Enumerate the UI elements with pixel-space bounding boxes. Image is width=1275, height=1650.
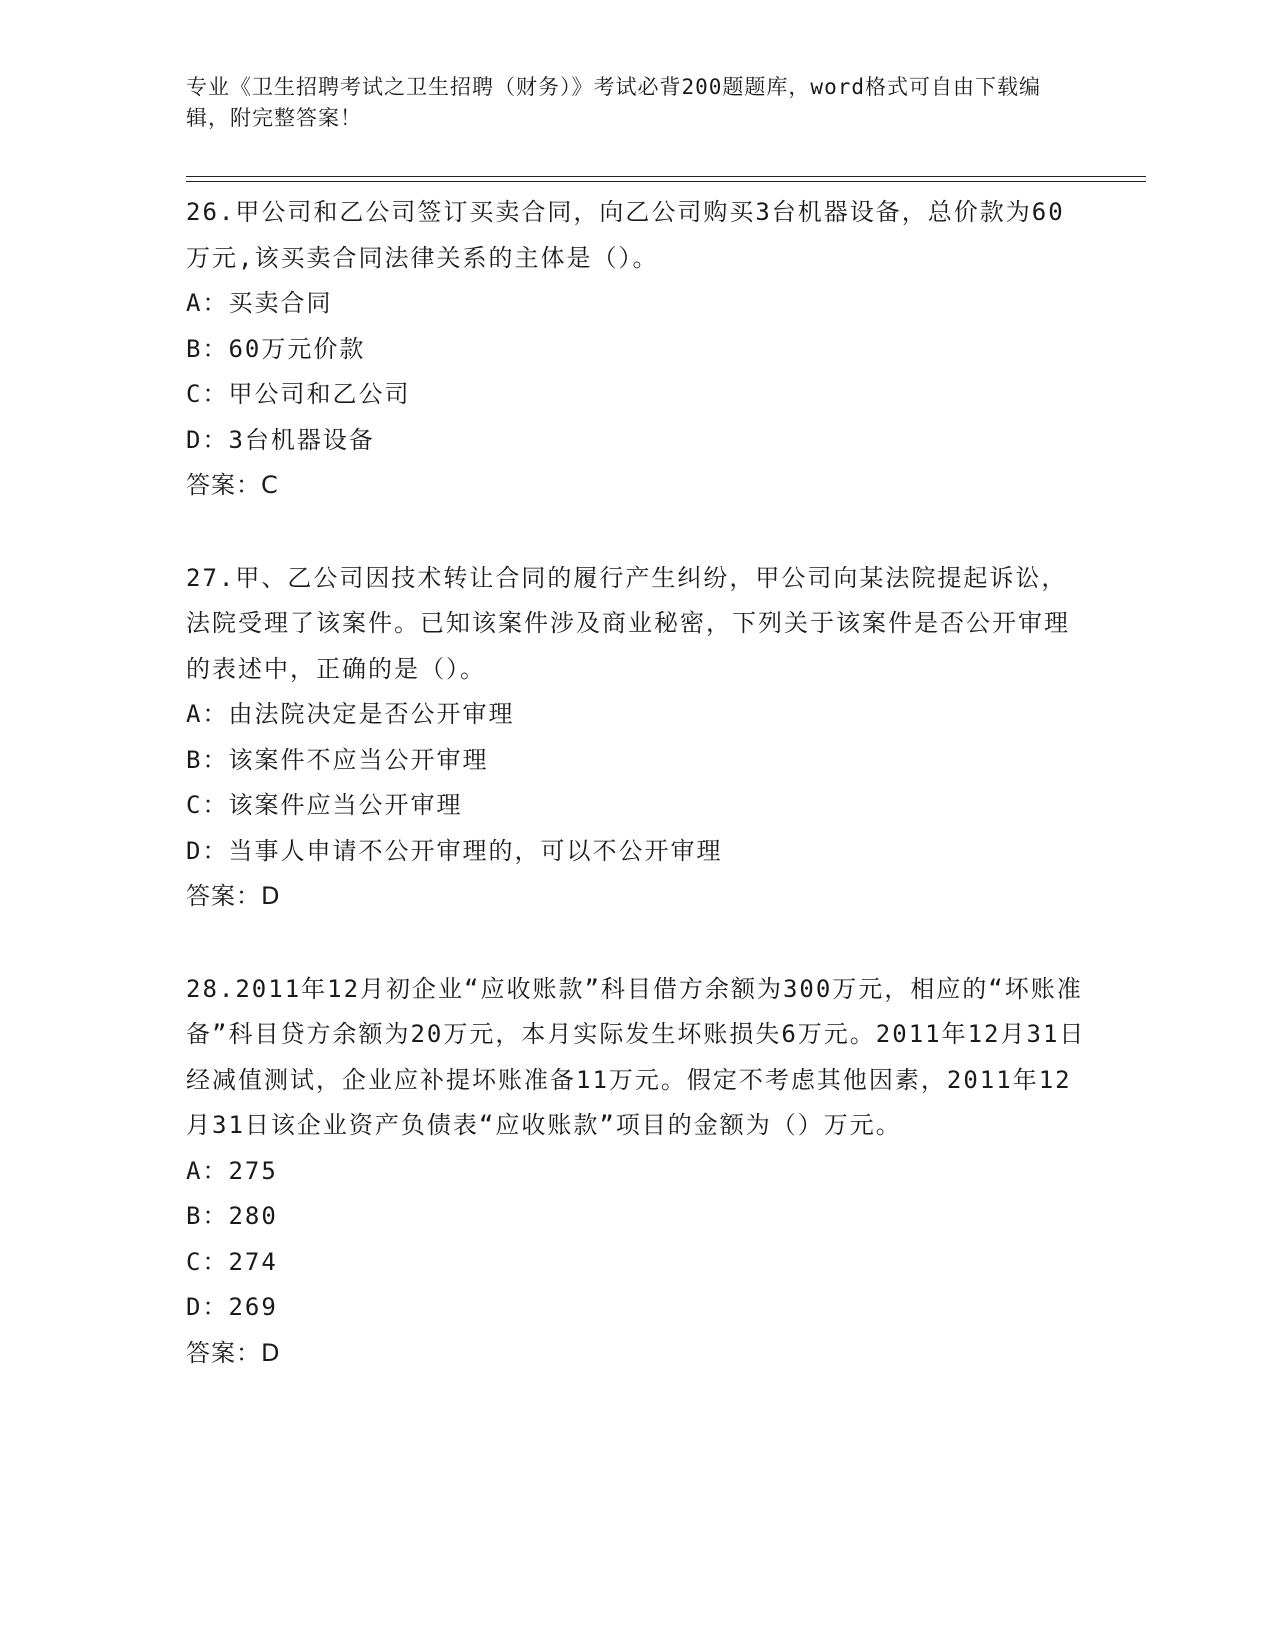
option-a: A：由法院决定是否公开审理 (186, 700, 515, 728)
option-a: A：275 (186, 1156, 278, 1185)
question-list (186, 190, 1086, 1423)
answer-line: 答案：D (186, 1338, 281, 1367)
answer-line: 答案：C (186, 471, 279, 499)
option-b: B：280 (186, 1202, 278, 1230)
option-c: C：该案件应当公开审理 (186, 791, 463, 819)
option-a: A：买卖合同 (186, 289, 333, 317)
option-c: C：274 (186, 1247, 278, 1276)
option-d: D：3台机器设备 (186, 425, 375, 454)
header-divider-bottom (186, 181, 1146, 182)
question-stem: 27.甲、乙公司因技术转让合同的履行产生纠纷，甲公司向某法院提起诉讼，法院受理了该案件。已知该案件涉及商业秘密，下列关于该案件是否公开审理的表述中，正确的是（）。 (186, 563, 1070, 683)
option-d: D：当事人申请不公开审理的，可以不公开审理 (186, 836, 723, 865)
question-stem: 26.甲公司和乙公司签订买卖合同，向乙公司购买3台机器设备，总价款为60万元,该买卖合同法律关系的主体是（）。 (186, 198, 1065, 272)
answer-line: 答案：D (186, 882, 281, 910)
option-c: C：甲公司和乙公司 (186, 380, 411, 408)
question-26 (186, 190, 1086, 509)
question-stem: 28.2011年12月初企业“应收账款”科目借方余额为300万元，相应的“坏账准备”科目贷方余额为20万元，本月实际发生坏账损失6万元。2011年12月31日经减值测试，企业应补提坏账准备11万元。假定不考虑其他因素，2011年12月31日该企业资产负债表“应收账款”项目的金额为（）万元。 (186, 974, 1086, 1139)
header-divider-top (186, 176, 1146, 177)
header-intro-text: 专业《卫生招聘考试之卫生招聘（财务）》考试必背200题题库，word格式可自由下载编辑，附完整答案！ (186, 75, 1041, 130)
option-b: B：该案件不应当公开审理 (186, 745, 489, 774)
question-28 (186, 967, 1086, 1377)
option-b: B：60万元价款 (186, 334, 366, 363)
document-header (186, 72, 1066, 134)
question-27 (186, 556, 1086, 920)
option-d: D：269 (186, 1293, 278, 1321)
